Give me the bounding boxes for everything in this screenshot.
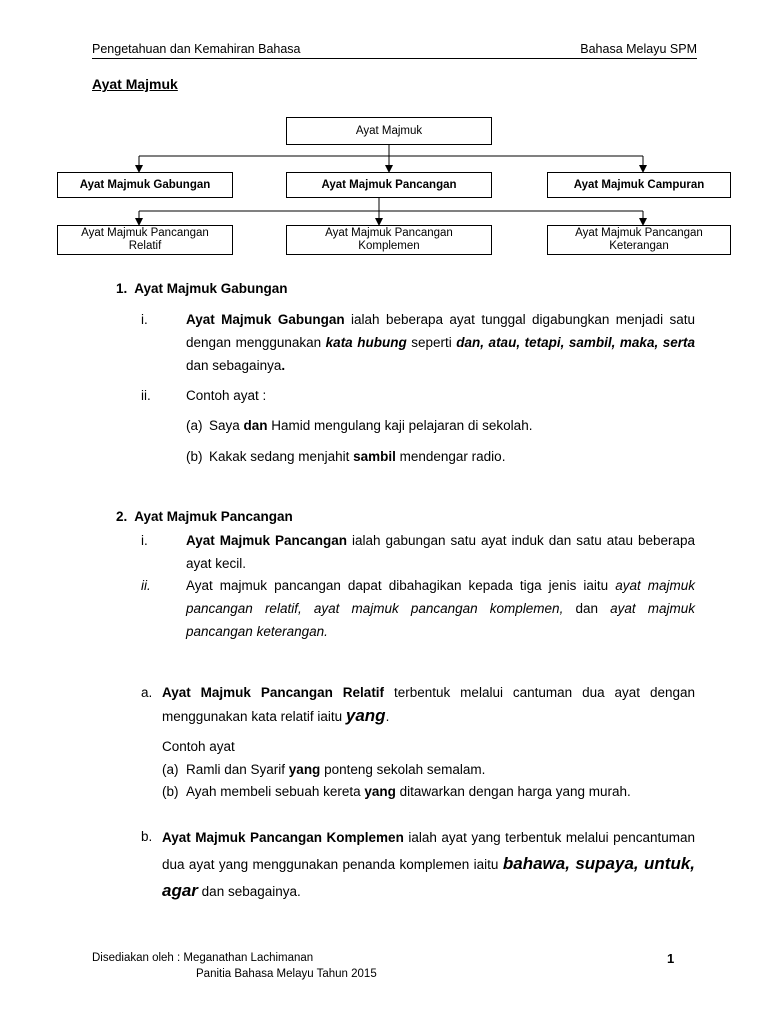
s2-item-a-label: a. bbox=[141, 685, 153, 700]
diagram-gabungan-label: Ayat Majmuk Gabungan bbox=[79, 179, 211, 191]
footer-prepared-by: Disediakan oleh : Meganathan Lachimanan bbox=[92, 952, 314, 964]
diagram-keterangan-line2: Keterangan bbox=[609, 240, 669, 252]
s2-item-ii-text: Ayat majmuk pancangan dapat dibahagikan kepada tiga jenis iaitu ayat majmuk pancangan relatif, ayat majmuk pancangan komplemen, dan ayat majmuk pancangan keterangan. bbox=[186, 578, 696, 639]
diagram-root-box bbox=[286, 117, 492, 145]
diagram-relatif-line1: Ayat Majmuk Pancangan bbox=[81, 227, 209, 239]
s2-a-example-a-label: (a) bbox=[162, 762, 179, 777]
diagram-pancangan-label: Ayat Majmuk Pancangan bbox=[321, 179, 457, 191]
diagram-box-gabungan bbox=[57, 172, 233, 198]
s2-item-i-number: i. bbox=[141, 533, 148, 548]
s2-a-example-b-text: Ayah membeli sebuah kereta yang ditawarkan dengan harga yang murah. bbox=[186, 784, 631, 799]
header-left: Pengetahuan dan Kemahiran Bahasa bbox=[92, 42, 301, 56]
s2-item-b-label: b. bbox=[141, 829, 153, 844]
diagram-box-keterangan bbox=[547, 225, 731, 255]
s1-example-b-text: Kakak sedang menjahit sambil mendengar radio. bbox=[209, 449, 506, 464]
s1-item-ii-text: Contoh ayat : bbox=[186, 388, 267, 403]
s1-example-b-label: (b) bbox=[186, 449, 203, 464]
diagram-campuran-label: Ayat Majmuk Campuran bbox=[573, 179, 705, 191]
s2-a-example-a-text: Ramli dan Syarif yang ponteng sekolah semalam. bbox=[186, 762, 486, 777]
diagram-relatif-line2: Relatif bbox=[128, 240, 162, 252]
s2-a-contoh-label: Contoh ayat bbox=[162, 739, 235, 754]
section1-heading: 1. Ayat Majmuk Gabungan bbox=[116, 281, 288, 296]
s2-item-a-text: Ayat Majmuk Pancangan Relatif terbentuk melalui cantuman dua ayat dengan menggunakan kata relatif iaitu yang. bbox=[162, 685, 695, 725]
s1-item-ii-number: ii. bbox=[141, 388, 151, 403]
s1-item-i-text: Ayat Majmuk Gabungan ialah beberapa ayat tunggal digabungkan menjadi satu dengan menggunakan kata hubung seperti dan, atau, tetapi, sambil, maka, serta dan sebagainya. bbox=[186, 312, 695, 373]
diagram-box-komplemen bbox=[286, 225, 492, 255]
diagram-root-label: Ayat Majmuk bbox=[355, 125, 423, 137]
s2-a-example-b-label: (b) bbox=[162, 784, 179, 799]
diagram-keterangan-line1: Ayat Majmuk Pancangan bbox=[575, 227, 703, 239]
page-title: Ayat Majmuk bbox=[92, 76, 178, 92]
s1-item-i-number: i. bbox=[141, 312, 148, 327]
s1-example-a-text: Saya dan Hamid mengulang kaji pelajaran di sekolah. bbox=[209, 418, 533, 433]
s1-example-a-label: (a) bbox=[186, 418, 203, 433]
diagram-box-pancangan bbox=[286, 172, 492, 198]
page-number: 1 bbox=[667, 951, 675, 966]
diagram-komplemen-line1: Ayat Majmuk Pancangan bbox=[325, 227, 453, 239]
diagram-box-relatif bbox=[57, 225, 233, 255]
s2-item-b-text: Ayat Majmuk Pancangan Komplemen ialah ayat yang terbentuk melalui pencantuman dua ayat yang menggunakan penanda komplemen iaitu bahawa, supaya, untuk, agar dan sebagainya. bbox=[162, 830, 696, 900]
diagram-box-campuran bbox=[547, 172, 731, 198]
s2-item-i-text: Ayat Majmuk Pancangan ialah gabungan satu ayat induk dan satu atau beberapa ayat kecil. bbox=[186, 533, 696, 571]
s2-item-ii-number: ii. bbox=[141, 578, 151, 593]
diagram-komplemen-line2: Komplemen bbox=[358, 240, 420, 252]
header-right: Bahasa Melayu SPM bbox=[580, 42, 697, 56]
section2-heading: 2. Ayat Majmuk Pancangan bbox=[116, 509, 293, 524]
footer-panel: Panitia Bahasa Melayu Tahun 2015 bbox=[196, 968, 377, 980]
